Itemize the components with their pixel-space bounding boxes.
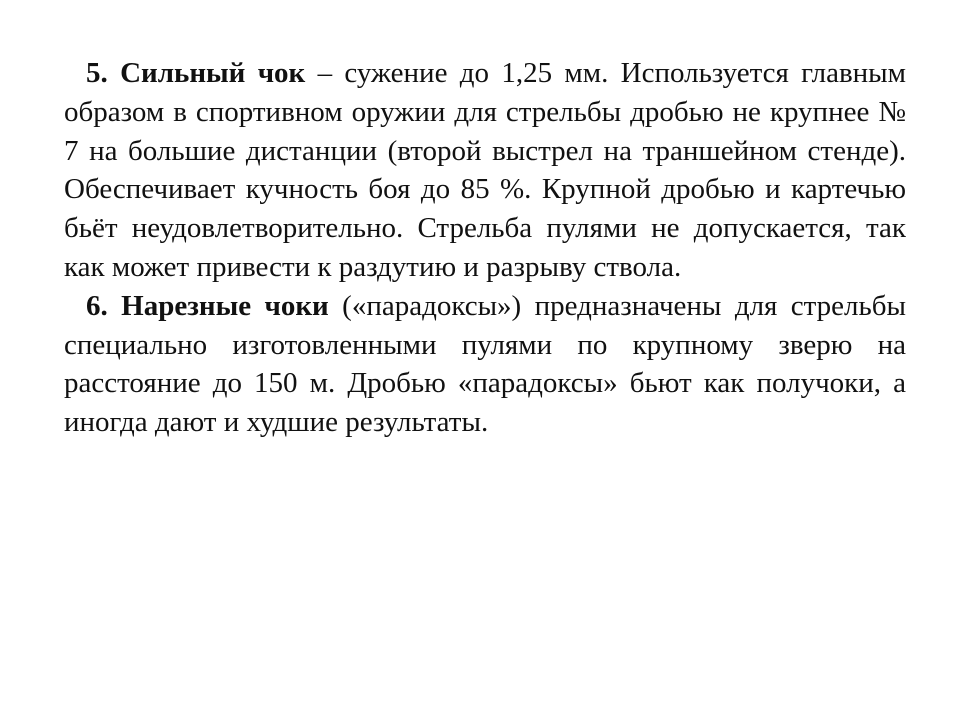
- paragraph-text: – сужение до 1,25 мм. Используется главным образом в спортивном оружии для стрельбы дробью не крупнее № 7 на большие дистанции (второй выстрел на траншейном стенде). Обеспечивает кучность боя до 85 %. Крупной дробью и картечью бьёт неудовлетворительно. Стрельба пулями не допускается, так как может привести к раздутию и разрыву ствола.: [64, 57, 906, 283]
- paragraph-number: 5.: [86, 57, 108, 89]
- paragraph-text: («парадоксы») предназначены для стрельбы специально изготовленными пулями по крупному зверю на расстояние до 150 м. Дробью «парадоксы» бьют как получоки, а иногда дают и худшие результаты.: [64, 289, 906, 439]
- paragraph-number: 6.: [86, 289, 108, 322]
- paragraph-term: Сильный чок: [120, 57, 306, 89]
- document-body: [64, 54, 906, 442]
- paragraph-rifled-chokes: [64, 287, 906, 442]
- paragraph-term: Нарезные чоки: [121, 289, 329, 322]
- paragraph-strong-choke: [64, 54, 906, 287]
